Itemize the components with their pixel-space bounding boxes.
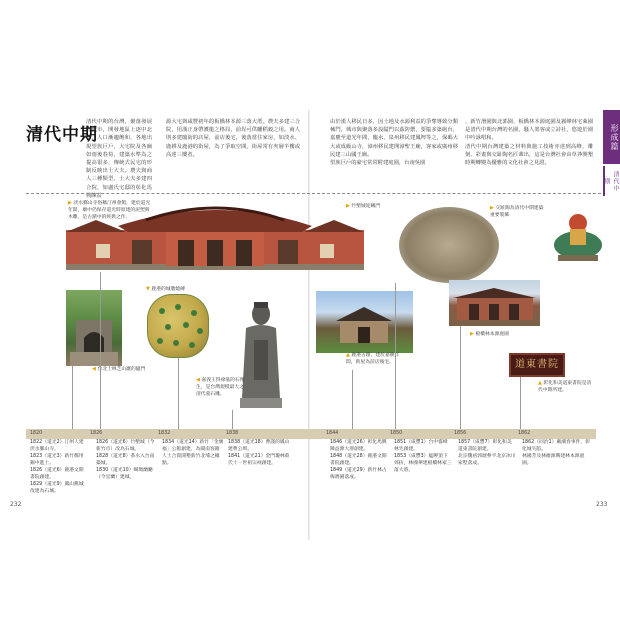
- timeline-entry: 1857（咸豐7）彰化和美道東書院創建。 北京魏初郭琥參平北京冰川家墅落成。: [458, 440, 516, 466]
- pavilion-drawing: [449, 280, 540, 326]
- caption-gate: ◀ 台北士林芝山巖的隘門: [92, 366, 146, 372]
- gate-photo: [66, 290, 122, 366]
- timeline-connector: [72, 366, 73, 429]
- caption-wall: ▼ 鹿港的城牆燒磚: [146, 286, 185, 292]
- page-gutter: [308, 110, 310, 540]
- caption-street-house: ▲ 鹿港古蹟、建於嘉慶年間，街屋為前店後宅。: [346, 352, 400, 365]
- gate-drawing: [66, 290, 122, 366]
- timeline-entry: 1862（同治1）戴潮春事件，彰化城失陷。 林國芳及林維源興建林本源庭園。: [522, 440, 591, 466]
- paragraph-3: 由於漢人移民日多，因土地及水源利益的爭奪導致分類械鬥，城市與聚落多設隘門以茲防禦，要隘多築砲台，嘉慶至道光年間，臨水、泉州移民建鳳埤等之，保碼大大或成級山寺，漳州移民建開漳聖王廟，客家或廣州移民建三山國王廟。 望族巨戶的豪宅常常附建庭園，台南吳園: [330, 119, 458, 167]
- historic-photo: [399, 207, 499, 283]
- timeline-year: 1850: [390, 431, 403, 436]
- tab-section[interactable]: 清代中期: [603, 166, 620, 196]
- caption-marker-icon: ◀: [92, 366, 96, 372]
- caption-marker-icon: ▲: [346, 352, 350, 358]
- paragraph-2: 源大宅與咸豐初年的板橋林本源三落大厝。農夫多建三合院，用漢正身帶護龍之格局，前埕可供曬稻穀之用。商人則多建臨街的店屋，前店後宅，後落當住家房，如淡水、鹿耕及鹿港的街屋，為了爭取空間，街屋常有夾層半樓或高達三樓者。: [166, 119, 300, 158]
- caption-marker-icon: ▶: [490, 205, 494, 211]
- timeline-year: 1856: [454, 431, 467, 436]
- timeline-entry: 1834（道光14）新竹「金廣福」公館創建，為閩南客籍人士合資開墾新竹北埔之據點。: [162, 440, 224, 466]
- timeline-year: 1820: [30, 431, 43, 436]
- caption-marker-icon: ◀: [196, 377, 200, 383]
- timeline-connector: [520, 377, 521, 429]
- brick-pattern-drawing: [148, 295, 209, 358]
- timeline-connector: [100, 272, 101, 429]
- caption-marker-icon: ▶: [68, 200, 72, 206]
- caption-marker-icon: ▲: [538, 380, 542, 386]
- caption-marker-icon: ▶: [346, 203, 350, 209]
- section-divider: [26, 193, 601, 194]
- caption-garden: ▶ 板橋林本源庭園: [470, 331, 509, 337]
- statue-drawing: [240, 300, 282, 410]
- page-title: 清代中期: [26, 125, 98, 145]
- timeline-connector: [178, 358, 179, 429]
- street-house-photo: [316, 291, 413, 353]
- timeline-connector: [460, 326, 461, 429]
- tab-category[interactable]: 形成篇: [603, 110, 620, 164]
- caption-city-gate: ▶ 竹塹城迎曦門: [346, 203, 381, 209]
- timeline-entry: 1826（道光6）竹塹城（今新竹市）改為石城。 1828（道光8）茶水入台南築城。 1830（道光10）噶瑪蘭廳（今宜蘭）建城。: [96, 440, 155, 480]
- street-house-drawing: [316, 291, 413, 353]
- timeline-year: 1844: [326, 431, 339, 436]
- caption-temple: ▶ 淡水鄞山寺俗稱汀州會館，建於道光年間，廟中仍保存道光時原建的泥塑與木雕，是古蹟中的經典之作。: [68, 200, 151, 220]
- caption-marker-icon: ▶: [470, 331, 474, 337]
- timeline-connector: [395, 283, 396, 429]
- caption-signboard: ▲ 彰化和美道東書院是清代中期所建。: [538, 380, 592, 393]
- timeline-entry: 1822（道光2）汀州人建淡水鄞山寺。 1823（道光3）新竹鄭用錫中進士。 1826（道光6）鹿港文開書院創建。 1829（道光9）鳳山舊城改建為石城。: [30, 440, 84, 494]
- paragraph-1: 清代中期的台灣，聚落發展為城市，開發地區上逐中北部，人口漸趨飽和，各地出現望族巨戶，大宅院及各廟如雨後春筍，建築水準為之提高很多，傳統式民宅的形制反映出士大夫。農夫與商人三種類型，士大夫多建四合院，如盧氏宅邸的彰化馬興陳益: [86, 119, 152, 199]
- timeline-year: 1832: [158, 431, 171, 436]
- stone-statue-photo: [240, 300, 282, 410]
- ceramic-figure-drawing: [548, 205, 608, 265]
- caption-marker-icon: ▼: [146, 286, 150, 292]
- timeline-connector: [232, 410, 233, 429]
- page-number-right: 233: [596, 501, 608, 508]
- caption-ceramic: ▶ 交趾陶為清代中期建築重要裝飾: [490, 205, 544, 218]
- timeline-entry: 1838（道光18）曹謹的鳳山建曹公圳。 1841（道光21）金門瓊林蔡氏十一世祖宗祠創建。: [228, 440, 290, 466]
- timeline-year: 1862: [518, 431, 531, 436]
- paragraph-4: 、新竹潛園與北郭園、板橋林本源庭園及霧峰林宅萊園是清代中期台灣的名園，騷人墨客或立詩社，悠遊於園中吟詠唱和。 清代中期台灣建築之材料與施工技術亦達到高峰，雕刻、彩畫與交趾陶名匠輩出，這是台灣社會由草莽開墾時期轉變為優雅的文化社會之見證。: [465, 119, 593, 167]
- timeline-entry: 1846（道光26）彰化馬興陳益源大厝創建。 1848（道光28）鹿港文開書院創建。 1849（道光29）新竹林占梅潛園落成。: [330, 440, 387, 480]
- brick-pattern-photo: [147, 294, 209, 358]
- garden-pavilion-photo: [449, 280, 540, 326]
- academy-signboard: 道東書院: [509, 353, 565, 377]
- timeline-year: 1838: [226, 431, 239, 436]
- caption-statue: ◀ 嘉義王得祿墓的石像生，是台灣規模最大之清代墓石雕。: [196, 377, 245, 397]
- timeline-bar: [26, 429, 596, 439]
- timeline-year: 1826: [90, 431, 103, 436]
- timeline-entry: 1851（咸豐1）台中霧峰林宅創建。 1853（咸豐3）艋舺頂下郊拚，林國華建板橋林家三落大厝。: [394, 440, 452, 473]
- timeline-connector: [352, 370, 353, 429]
- page-number-left: 232: [10, 501, 22, 508]
- ceramic-figure-photo: [548, 205, 608, 265]
